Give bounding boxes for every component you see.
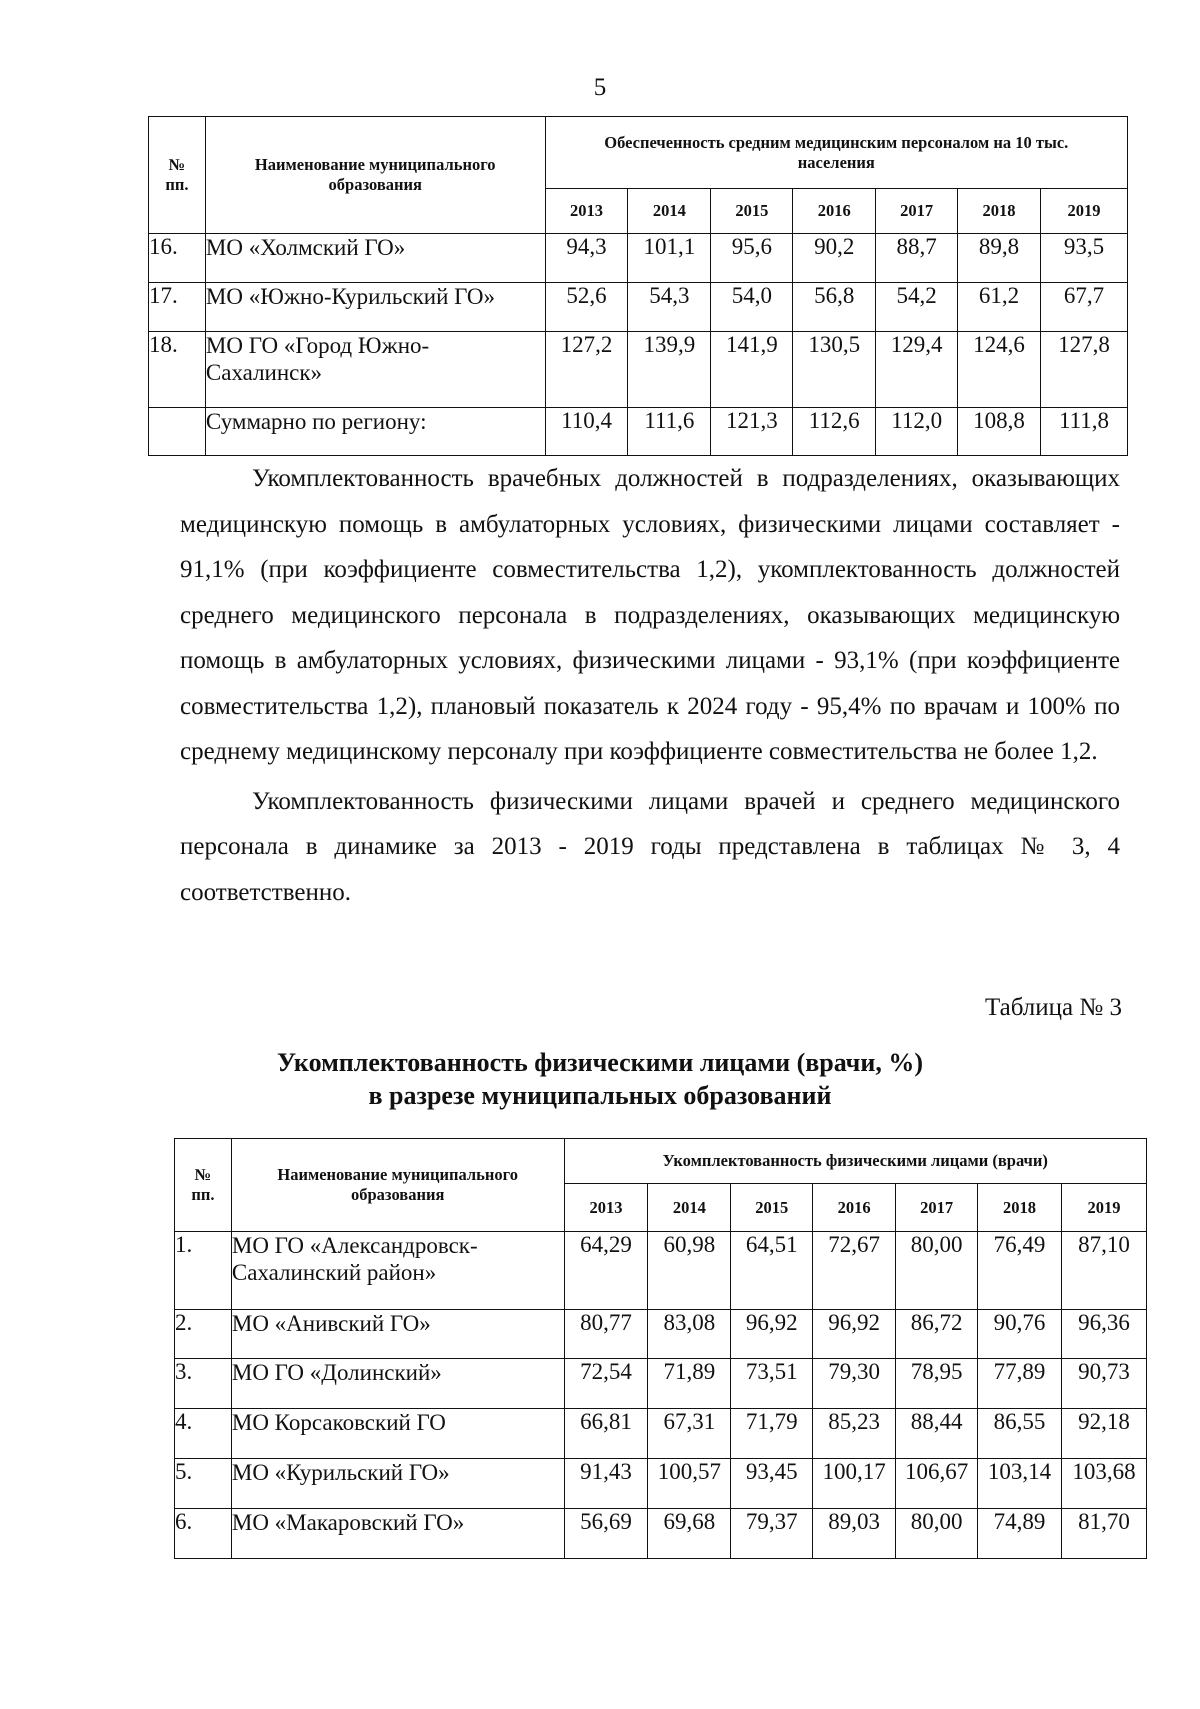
- value-cell: 141,9: [711, 332, 793, 408]
- value-cell: 103,14: [978, 1459, 1062, 1509]
- year-header: 2018: [958, 189, 1041, 234]
- table-row: [175, 1459, 1147, 1509]
- value-cell: 77,89: [978, 1359, 1062, 1409]
- municipality-name: МО ГО «Долинский»: [231, 1359, 564, 1409]
- municipality-name: МО «Курильский ГО»: [231, 1459, 564, 1509]
- table-row: [175, 1310, 1147, 1359]
- value-cell: 127,2: [545, 332, 628, 408]
- value-cell: 54,2: [876, 283, 958, 332]
- value-cell: 93,45: [731, 1459, 813, 1509]
- value-cell: 54,3: [628, 283, 711, 332]
- value-cell: 69,68: [648, 1509, 731, 1559]
- paragraph: Укомплектованность физическими лицами врачей и среднего медицинского персонала в динамике за 2013 - 2019 годы представлена в таблицах № 3, 4 соответственно.: [180, 787, 1120, 906]
- value-cell: 66,81: [564, 1409, 648, 1459]
- column-header-number: № пп.: [149, 117, 206, 234]
- table-row: [149, 332, 1128, 408]
- value-cell: 112,6: [793, 408, 876, 456]
- row-number: 2.: [175, 1310, 232, 1359]
- table-row: [175, 1232, 1147, 1310]
- value-cell: 130,5: [793, 332, 876, 408]
- year-header: 2014: [648, 1184, 731, 1232]
- value-cell: 88,44: [896, 1409, 978, 1459]
- value-cell: 67,7: [1041, 283, 1128, 332]
- value-cell: 121,3: [711, 408, 793, 456]
- value-cell: 110,4: [545, 408, 628, 456]
- row-number: 4.: [175, 1409, 232, 1459]
- table-label: Таблица № 3: [984, 994, 1122, 1021]
- table-row: [175, 1409, 1147, 1459]
- value-cell: 100,57: [648, 1459, 731, 1509]
- value-cell: 64,51: [731, 1232, 813, 1310]
- column-header-municipality: Наименование муниципального образования: [205, 117, 545, 234]
- value-cell: 111,6: [628, 408, 711, 456]
- row-number: 1.: [175, 1232, 232, 1310]
- value-cell: 88,7: [876, 234, 958, 283]
- value-cell: 100,17: [813, 1459, 896, 1509]
- column-header-municipality: Наименование муниципального образования: [231, 1139, 564, 1232]
- value-cell: 74,89: [978, 1509, 1062, 1559]
- value-cell: 72,54: [564, 1359, 648, 1409]
- table-title-line: в разрезе муниципальных образований: [368, 1081, 832, 1110]
- year-header: 2016: [813, 1184, 896, 1232]
- value-cell: 67,31: [648, 1409, 731, 1459]
- value-cell: 90,2: [793, 234, 876, 283]
- value-cell: 71,89: [648, 1359, 731, 1409]
- table-row: [175, 1509, 1147, 1559]
- value-cell: 76,49: [978, 1232, 1062, 1310]
- page-number: 5: [593, 74, 607, 101]
- value-cell: 60,98: [648, 1232, 731, 1310]
- value-cell: 54,0: [711, 283, 793, 332]
- value-cell: 101,1: [628, 234, 711, 283]
- value-cell: 80,77: [564, 1310, 648, 1359]
- column-group-header: Обеспеченность средним медицинским персоналом на 10 тыс. населения: [545, 117, 1127, 189]
- year-header: 2019: [1062, 1184, 1147, 1232]
- year-header: 2019: [1041, 189, 1128, 234]
- value-cell: 111,8: [1041, 408, 1128, 456]
- year-header: 2015: [731, 1184, 813, 1232]
- column-header-number: № пп.: [175, 1139, 232, 1232]
- value-cell: 86,72: [896, 1310, 978, 1359]
- value-cell: 79,37: [731, 1509, 813, 1559]
- value-cell: 86,55: [978, 1409, 1062, 1459]
- value-cell: 94,3: [545, 234, 628, 283]
- value-cell: 139,9: [628, 332, 711, 408]
- value-cell: 96,92: [731, 1310, 813, 1359]
- value-cell: 129,4: [876, 332, 958, 408]
- value-cell: 56,69: [564, 1509, 648, 1559]
- region-total-label: Суммарно по региону:: [205, 408, 545, 456]
- value-cell: 96,36: [1062, 1310, 1147, 1359]
- value-cell: 90,76: [978, 1310, 1062, 1359]
- value-cell: 90,73: [1062, 1359, 1147, 1409]
- body-text: [180, 456, 1120, 915]
- year-header: 2014: [628, 189, 711, 234]
- value-cell: 73,51: [731, 1359, 813, 1409]
- value-cell: 56,8: [793, 283, 876, 332]
- table-total-row: [149, 408, 1128, 456]
- value-cell: 61,2: [958, 283, 1041, 332]
- value-cell: 92,18: [1062, 1409, 1147, 1459]
- year-header: 2013: [545, 189, 628, 234]
- table-title-line: Укомплектованность физическими лицами (врачи, %): [276, 1048, 923, 1077]
- row-number: [149, 408, 206, 456]
- value-cell: 52,6: [545, 283, 628, 332]
- value-cell: 72,67: [813, 1232, 896, 1310]
- row-number: 3.: [175, 1359, 232, 1409]
- table-row: [175, 1359, 1147, 1409]
- value-cell: 80,00: [896, 1232, 978, 1310]
- value-cell: 95,6: [711, 234, 793, 283]
- value-cell: 87,10: [1062, 1232, 1147, 1310]
- value-cell: 71,79: [731, 1409, 813, 1459]
- value-cell: 79,30: [813, 1359, 896, 1409]
- value-cell: 108,8: [958, 408, 1041, 456]
- value-cell: 89,8: [958, 234, 1041, 283]
- year-header: 2018: [978, 1184, 1062, 1232]
- municipality-name: МО «Анивский ГО»: [231, 1310, 564, 1359]
- year-header: 2016: [793, 189, 876, 234]
- municipality-name: МО «Южно-Курильский ГО»: [205, 283, 545, 332]
- table-row: [149, 234, 1128, 283]
- municipality-name: МО «Макаровский ГО»: [231, 1509, 564, 1559]
- municipality-name: МО «Холмский ГО»: [205, 234, 545, 283]
- value-cell: 106,67: [896, 1459, 978, 1509]
- municipality-name: МО ГО «Александровск-Сахалинский район»: [231, 1232, 564, 1310]
- column-group-header: Укомплектованность физическими лицами (врачи): [564, 1139, 1146, 1184]
- value-cell: 78,95: [896, 1359, 978, 1409]
- row-number: 16.: [149, 234, 206, 283]
- value-cell: 85,23: [813, 1409, 896, 1459]
- value-cell: 93,5: [1041, 234, 1128, 283]
- paragraph: Укомплектованность врачебных должностей в подразделениях, оказывающих медицинскую помощь в амбулаторных условиях, физическими лицами составляет - 91,1% (при коэффициенте совместительства 1,2), укомплектованность должностей среднего медицинского персонала в подразделениях, оказывающих медицинскую помощь в амбулаторных условиях, физическими лицами - 93,1% (при коэффициенте совместительства 1,2), плановый показатель к 2024 году - 95,4% по врачам и 100% по среднему медицинскому персоналу при коэффициенте совместительства не более 1,2.: [180, 465, 1120, 765]
- value-cell: 81,70: [1062, 1509, 1147, 1559]
- value-cell: 89,03: [813, 1509, 896, 1559]
- value-cell: 64,29: [564, 1232, 648, 1310]
- value-cell: 91,43: [564, 1459, 648, 1509]
- staffing-density-table: [148, 116, 1128, 456]
- municipality-name: МО Корсаковский ГО: [231, 1409, 564, 1459]
- year-header: 2017: [876, 189, 958, 234]
- row-number: 5.: [175, 1459, 232, 1509]
- value-cell: 124,6: [958, 332, 1041, 408]
- row-number: 6.: [175, 1509, 232, 1559]
- year-header: 2015: [711, 189, 793, 234]
- row-number: 18.: [149, 332, 206, 408]
- municipality-name: МО ГО «Город Южно-Сахалинск»: [205, 332, 545, 408]
- value-cell: 112,0: [876, 408, 958, 456]
- year-header: 2013: [564, 1184, 648, 1232]
- row-number: 17.: [149, 283, 206, 332]
- value-cell: 83,08: [648, 1310, 731, 1359]
- physician-staffing-table: [174, 1138, 1147, 1559]
- table-row: [149, 283, 1128, 332]
- value-cell: 127,8: [1041, 332, 1128, 408]
- value-cell: 96,92: [813, 1310, 896, 1359]
- table-title: [0, 1046, 1200, 1112]
- value-cell: 80,00: [896, 1509, 978, 1559]
- value-cell: 103,68: [1062, 1459, 1147, 1509]
- year-header: 2017: [896, 1184, 978, 1232]
